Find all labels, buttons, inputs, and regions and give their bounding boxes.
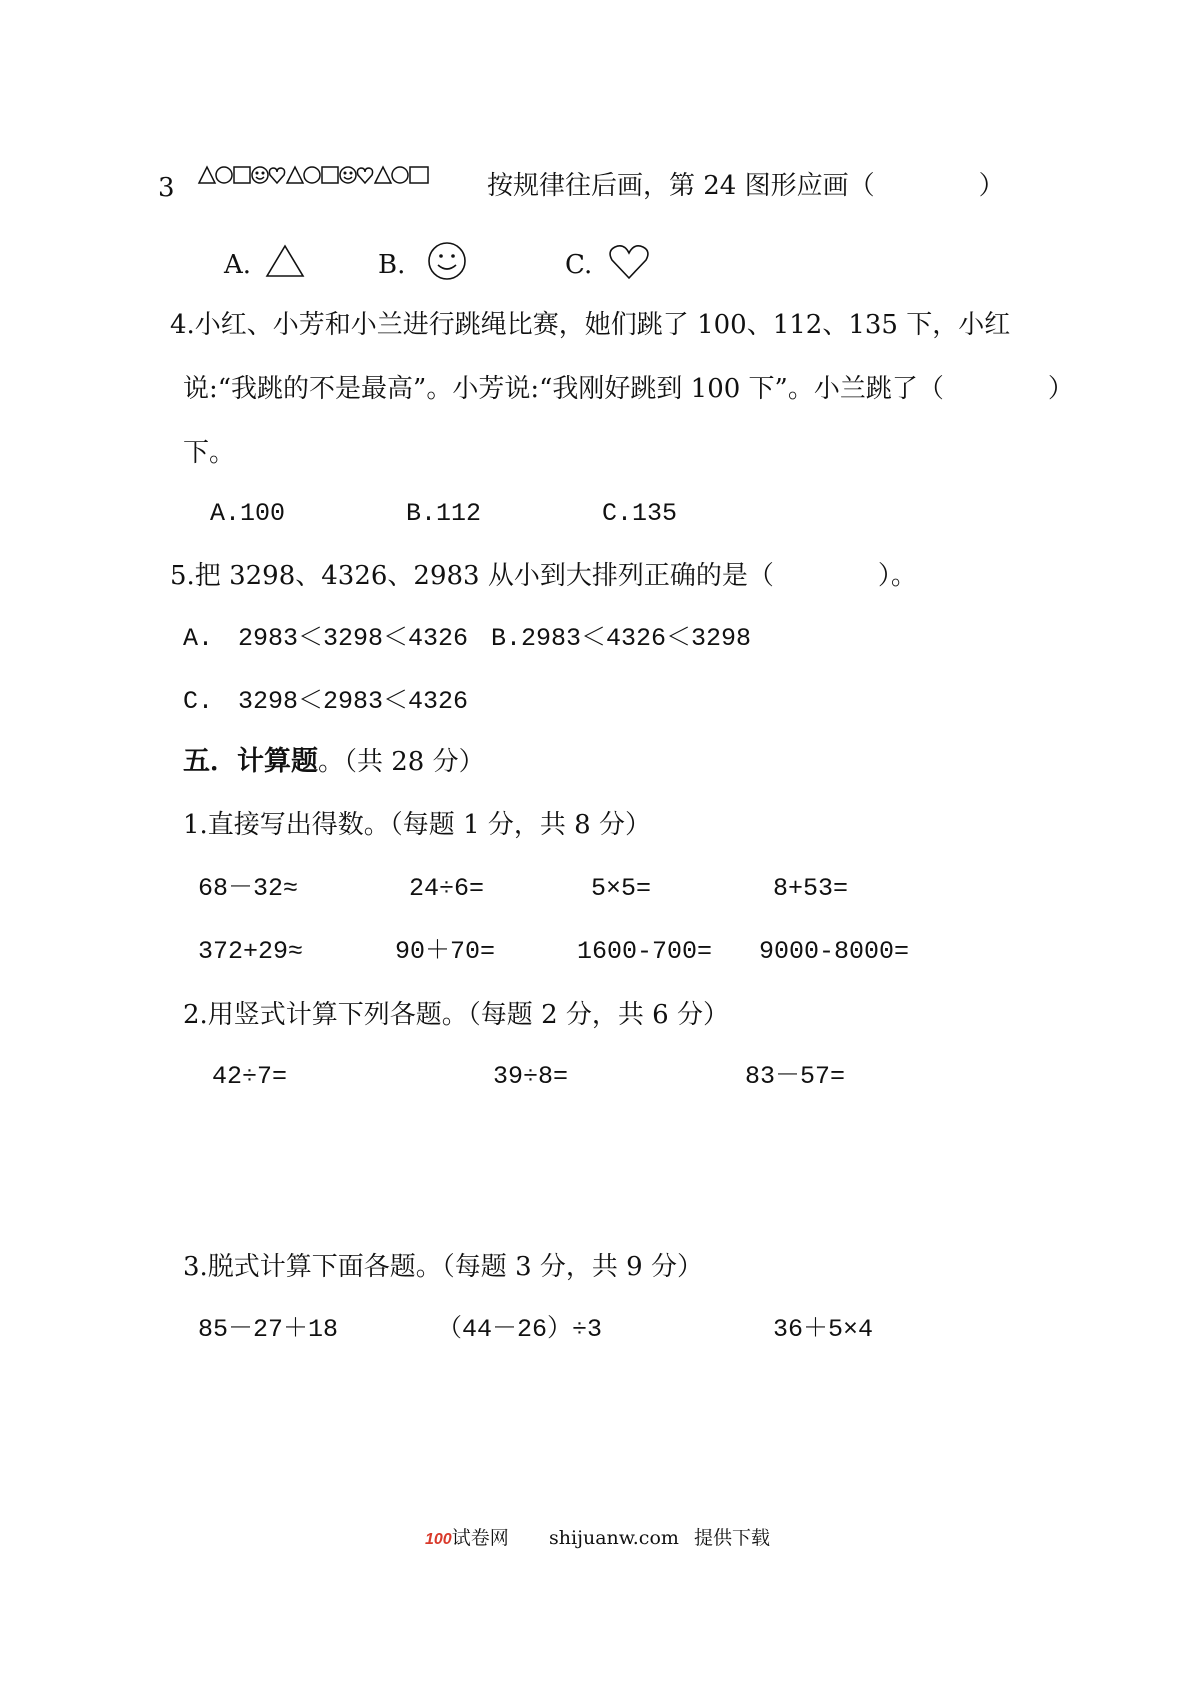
question-4-line-3: 下。 — [183, 438, 236, 468]
square-icon — [410, 167, 428, 183]
part-3-title: 3.脱式计算下面各题。（每题 3 分，共 9 分） — [183, 1252, 703, 1282]
triangle-icon — [375, 167, 391, 183]
question-5-stem: 5.把 3298、4326、2983 从小到大排列正确的是（ ）。 — [170, 561, 917, 591]
shape-sequence — [197, 163, 437, 187]
footer-brand — [425, 1526, 509, 1552]
site-logo: 100 — [425, 1531, 452, 1548]
calc-item: 24÷6= — [409, 874, 485, 903]
calc-item: 90＋70= — [395, 937, 496, 966]
question-3-number: 3 — [158, 173, 175, 203]
question-5-option-a: A. 2983＜3298＜4326 — [183, 624, 469, 653]
stepwise-calc-item: 85－27＋18 — [198, 1315, 339, 1344]
heart-icon — [607, 243, 651, 281]
question-4-option-c: C.135 — [602, 499, 678, 528]
stepwise-calc-item: 36＋5×4 — [773, 1315, 874, 1344]
part-2-title: 2.用竖式计算下列各题。（每题 2 分，共 6 分） — [183, 1000, 729, 1030]
circle-icon — [304, 167, 320, 183]
calc-item: 5×5= — [591, 874, 652, 903]
calc-item: 8+53= — [773, 874, 849, 903]
question-3-option-b-label: B. — [378, 250, 406, 280]
footer-domain[interactable]: shijuanw.com — [549, 1527, 679, 1549]
section-title: 五．计算题 — [183, 746, 318, 777]
question-3-option-a-label: A. — [224, 250, 252, 280]
heart-icon — [357, 168, 372, 183]
calc-item: 68－32≈ — [198, 874, 299, 903]
circle-icon — [216, 167, 232, 183]
question-4-line-1: 4.小红、小芳和小兰进行跳绳比赛，她们跳了 100、112、135 下，小红 — [170, 310, 1011, 340]
triangle-icon — [199, 167, 215, 183]
vertical-calc-item: 83－57= — [745, 1062, 846, 1091]
question-4-option-b: B.112 — [406, 499, 482, 528]
square-icon — [322, 167, 338, 183]
calc-item: 1600-700= — [577, 937, 713, 966]
calc-item: 9000-8000= — [759, 937, 910, 966]
question-3-prompt: 按规律往后画，第 24 图形应画（ ） — [487, 171, 1005, 201]
footer-site-name: 试卷网 — [451, 1527, 509, 1549]
circle-icon — [392, 167, 408, 183]
vertical-calc-item: 42÷7= — [212, 1062, 288, 1091]
stepwise-calc-item: （44－26）÷3 — [437, 1315, 603, 1344]
triangle-icon — [287, 167, 303, 183]
question-3-option-c-label: C. — [565, 250, 593, 280]
question-5-option-c: C. 3298＜2983＜4326 — [183, 687, 469, 716]
smiley-icon — [252, 167, 268, 183]
question-4-line-2: 说:“我跳的不是最高”。小芳说:“我刚好跳到 100 下”。小兰跳了（ ） — [183, 374, 1074, 404]
vertical-calc-item: 39÷8= — [493, 1062, 569, 1091]
section-subtitle: 。（共 28 分） — [318, 747, 485, 777]
question-5-option-b: B.2983＜4326＜3298 — [491, 624, 752, 653]
calc-item: 372+29≈ — [198, 937, 304, 966]
question-4-option-a: A.100 — [210, 499, 286, 528]
smiley-icon — [340, 167, 356, 183]
footer-tagline: 提供下载 — [694, 1527, 771, 1549]
square-icon — [234, 167, 250, 183]
part-1-title: 1.直接写出得数。（每题 1 分，共 8 分） — [183, 810, 651, 840]
smiley-icon — [427, 241, 467, 281]
heart-icon — [269, 168, 284, 183]
triangle-icon — [265, 244, 305, 278]
section-heading — [183, 746, 485, 778]
